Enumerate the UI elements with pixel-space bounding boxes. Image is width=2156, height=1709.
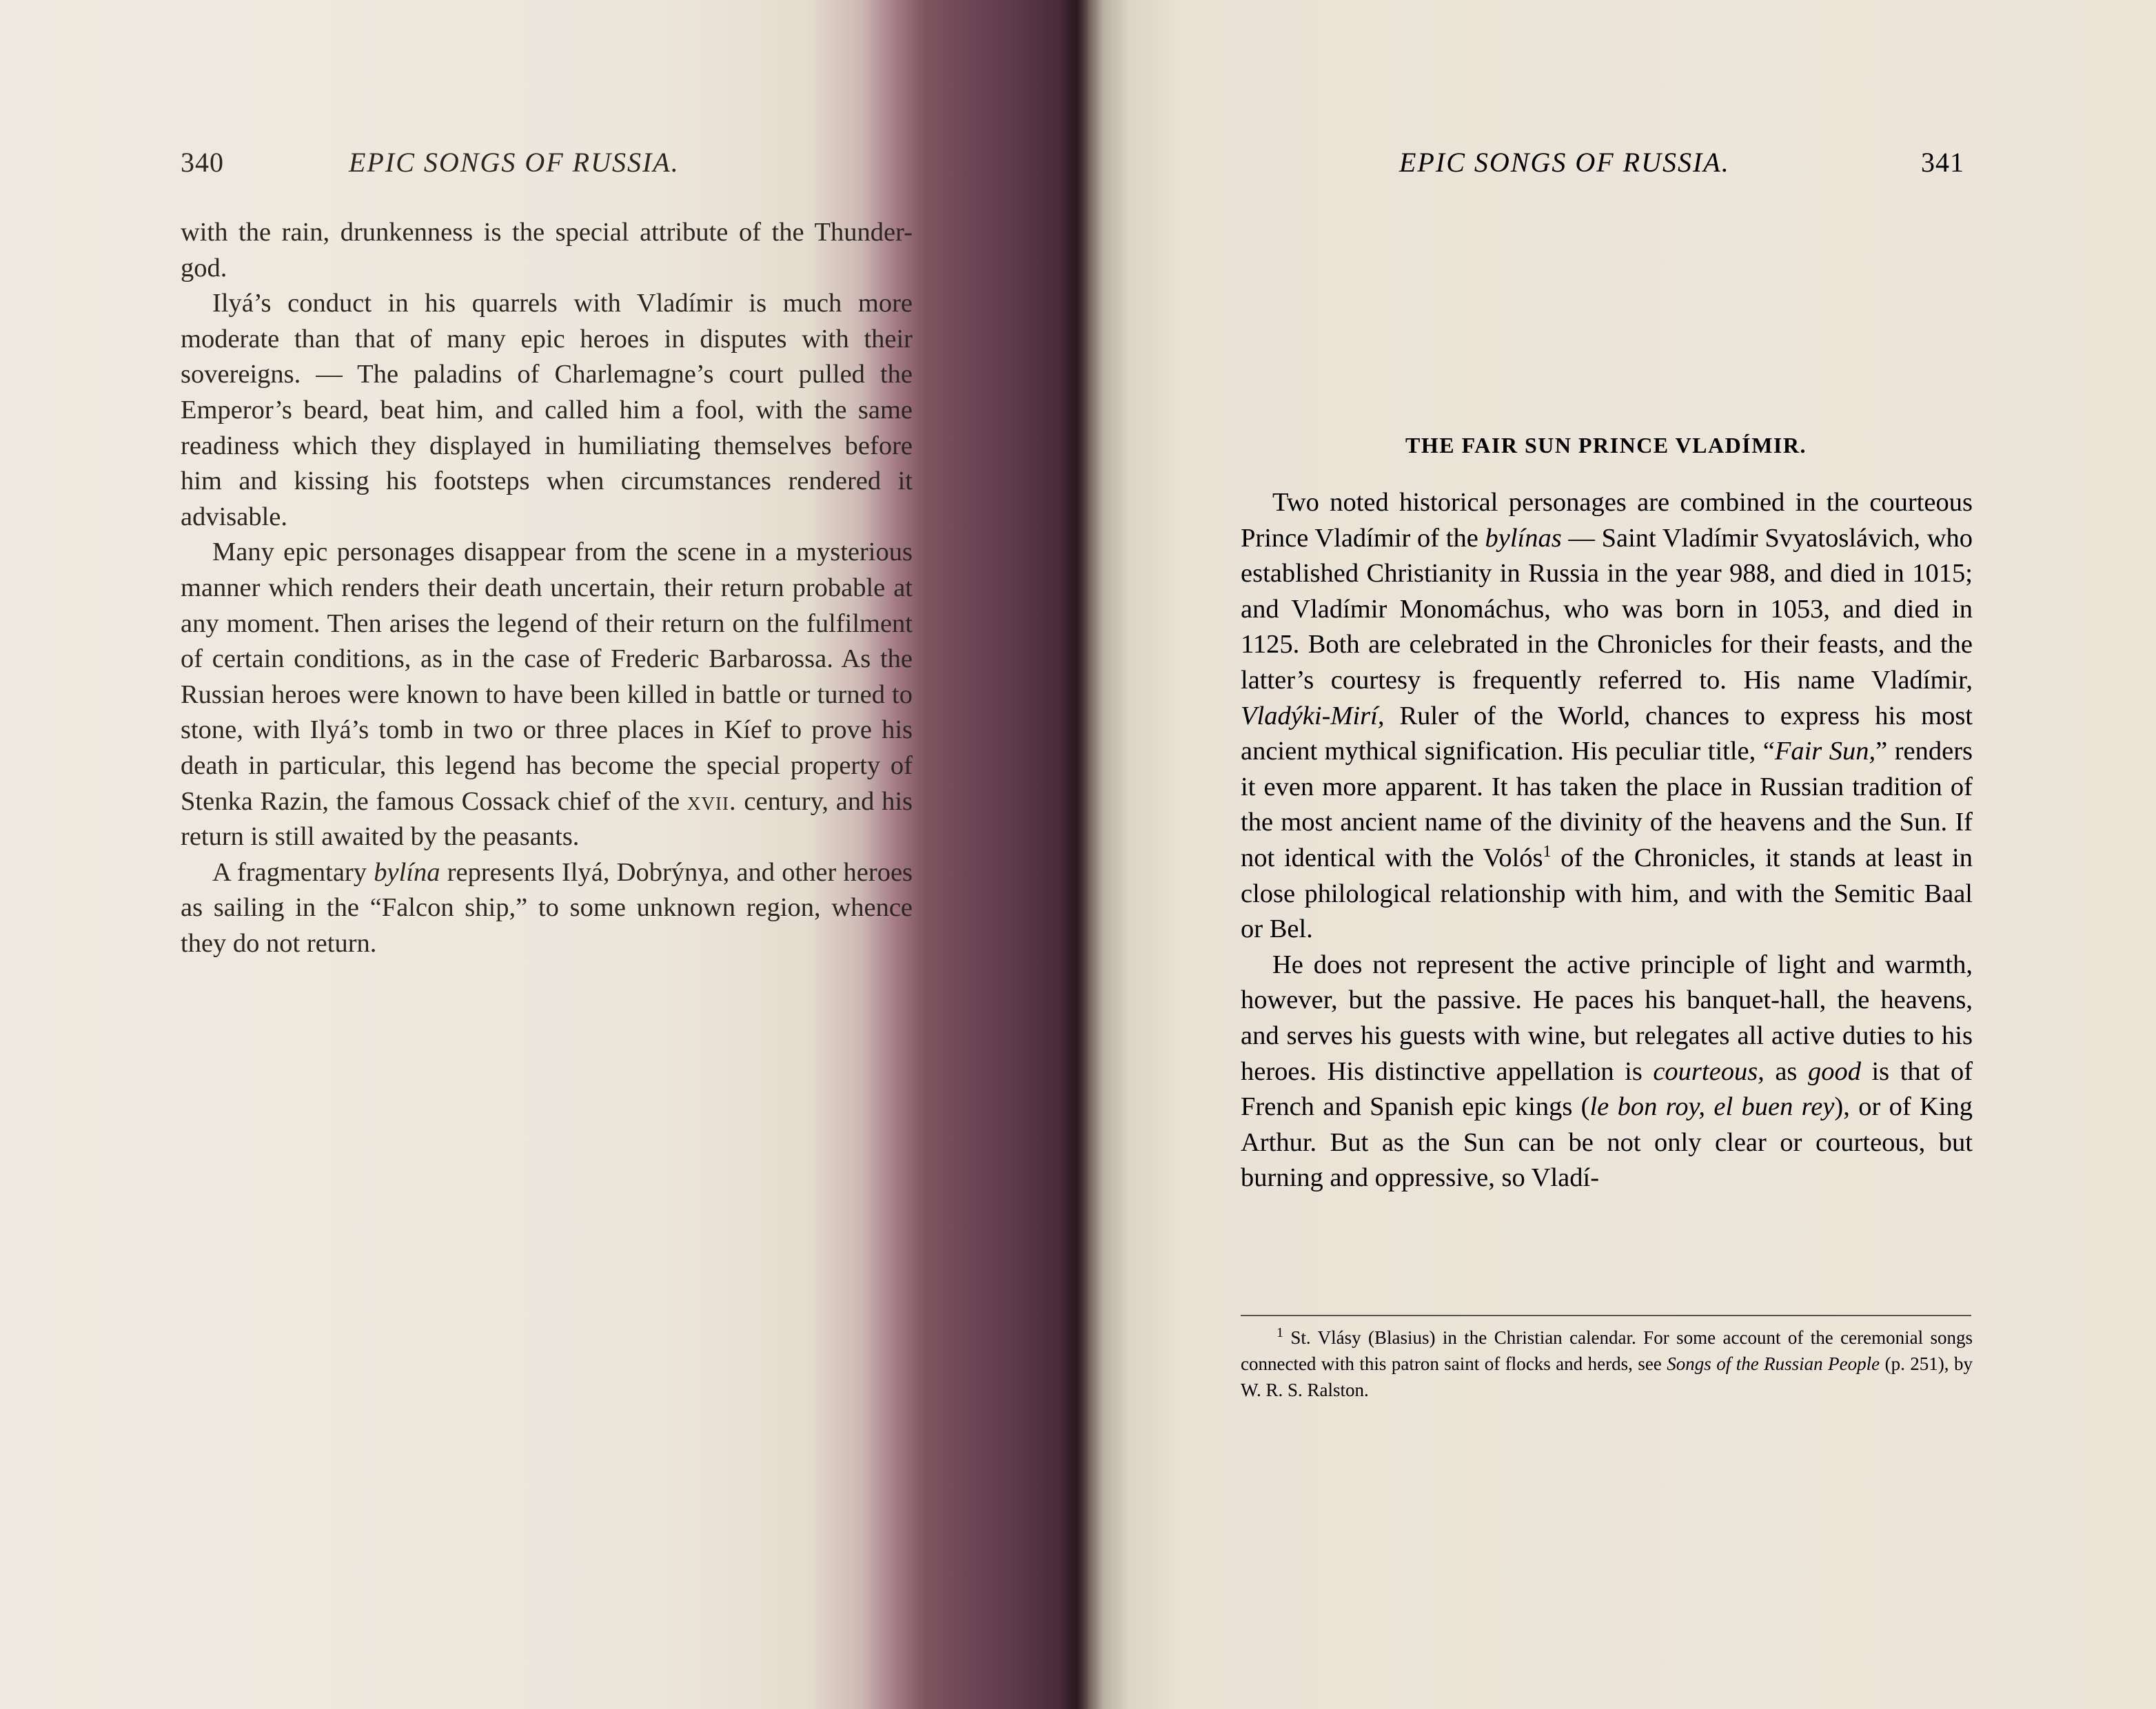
text-run: — Saint Vladímir Svyatoslávich, who established Christianity in Russia in the year 988, and died in 1015; and Vladímir Monomáchus, who was born in 1053, and died in 1125. Both are celebrated in the Chronicles for their feasts, and the latter’s courtesy is frequently referred to. His name Vladímir, bbox=[1241, 523, 1973, 695]
italic-term: Fair Sun, bbox=[1774, 737, 1876, 766]
left-running-head bbox=[181, 146, 911, 178]
text-run: as bbox=[1775, 1056, 1798, 1086]
text-run: ), or of King Arthur. But as the Sun can be not only clear or courteous, but burning and oppressive, so Vladí- bbox=[1241, 1092, 1973, 1193]
footnote-number: 1 bbox=[1277, 1325, 1283, 1340]
text-run: ” renders it even more apparent. It has taken the place in Russian tradition of the most ancient name of the divinity of the heavens and the Sun. If not identical with the Volós bbox=[1241, 737, 1973, 872]
left-page bbox=[0, 0, 1075, 1709]
paragraph bbox=[1241, 948, 1973, 1196]
text-run: Ruler of the World, chances to express his most ancient mythical signification. His peculiar title, “ bbox=[1241, 701, 1973, 766]
page-number-right: 341 bbox=[1921, 147, 1964, 178]
footnote-book-title: Songs of the Russian People bbox=[1667, 1353, 1880, 1374]
italic-term: courteous, bbox=[1653, 1056, 1765, 1086]
footnote-text: St. Vlásy (Blasius) in the Christian calendar. For some account of the ceremonial songs connected with this patron saint of flocks and herds, see bbox=[1241, 1327, 1973, 1374]
section-title: THE FAIR SUN PRINCE VLADÍMIR. bbox=[1405, 433, 1807, 458]
text-run: century, and his return is still awaited by the peasants. bbox=[181, 786, 913, 852]
text-run: is that of French and Spanish epic kings ( bbox=[1241, 1056, 1973, 1122]
text-run: A fragmentary bbox=[212, 857, 367, 887]
footnote-text: (p. 251), by W. R. S. Ralston. bbox=[1241, 1353, 1973, 1400]
paragraph bbox=[181, 855, 913, 962]
paragraph bbox=[181, 535, 913, 854]
running-title-left: EPIC SONGS OF RUSSIA. bbox=[349, 147, 680, 178]
page-number-left: 340 bbox=[181, 147, 224, 178]
running-title-right: EPIC SONGS OF RUSSIA. bbox=[1399, 147, 1730, 178]
right-running-head bbox=[1399, 146, 1964, 178]
italic-term: bylínas bbox=[1485, 523, 1562, 553]
italic-term: le bon roy, el buen rey bbox=[1589, 1092, 1835, 1122]
right-body-text bbox=[1241, 485, 1973, 1196]
footnote-marker: 1 bbox=[1543, 843, 1552, 861]
text-run: He does not represent the active principle of light and warmth, however, but the passive. He paces his banquet-hall, the heavens, and serves his guests with wine, but relegates all active duties to his heroes. His distinctive appellation is bbox=[1241, 950, 1973, 1086]
italic-term: good bbox=[1807, 1056, 1861, 1086]
footnote bbox=[1241, 1324, 1973, 1403]
text-run: represents Ilyá, Dobrýnya, and other heroes as sailing in the “Falcon ship,” to some unknown region, whence they do not return. bbox=[181, 857, 913, 958]
text-run: Two noted historical personages are combined in the courteous Prince Vladímir of the bbox=[1241, 488, 1973, 553]
text-run: of the Chronicles, it stands at least in close philological relationship with him, and with the Semitic Baal or Bel. bbox=[1241, 843, 1973, 944]
footnote-divider bbox=[1241, 1315, 1971, 1316]
text-run: Many epic personages disappear from the scene in a mysterious manner which renders their death uncertain, their return probable at any moment. Then arises the legend of their return on the fulfilment of certain conditions, as in the case of Frederic Barbarossa. As the Russian heroes were known to have been killed in battle or turned to stone, with Ilyá’s tomb in two or three places in Kíef to prove his death in particular, this legend has become the special property of Stenka Razin, the famous Cossack chief of the bbox=[181, 538, 913, 816]
left-body-text bbox=[181, 215, 913, 961]
century-numeral: xvii. bbox=[687, 786, 737, 816]
paragraph bbox=[1241, 485, 1973, 948]
paragraph: with the rain, drunkenness is the special attribute of the Thunder-god. bbox=[181, 218, 913, 283]
italic-term: bylína bbox=[374, 857, 440, 887]
book-gutter bbox=[1060, 0, 1088, 1709]
paragraph: Ilyá’s conduct in his quarrels with Vladímir is much more moderate than that of many epic heroes in disputes with their sovereigns. — The paladins of Charlemagne’s court pulled the Emperor’s beard, beat him, and called him a fool, with the same readiness which they displayed in humiliating themselves before him and kissing his footsteps when circumstances rendered it advisable. bbox=[181, 289, 913, 531]
italic-term: Vladýki-Mirí, bbox=[1241, 701, 1385, 730]
